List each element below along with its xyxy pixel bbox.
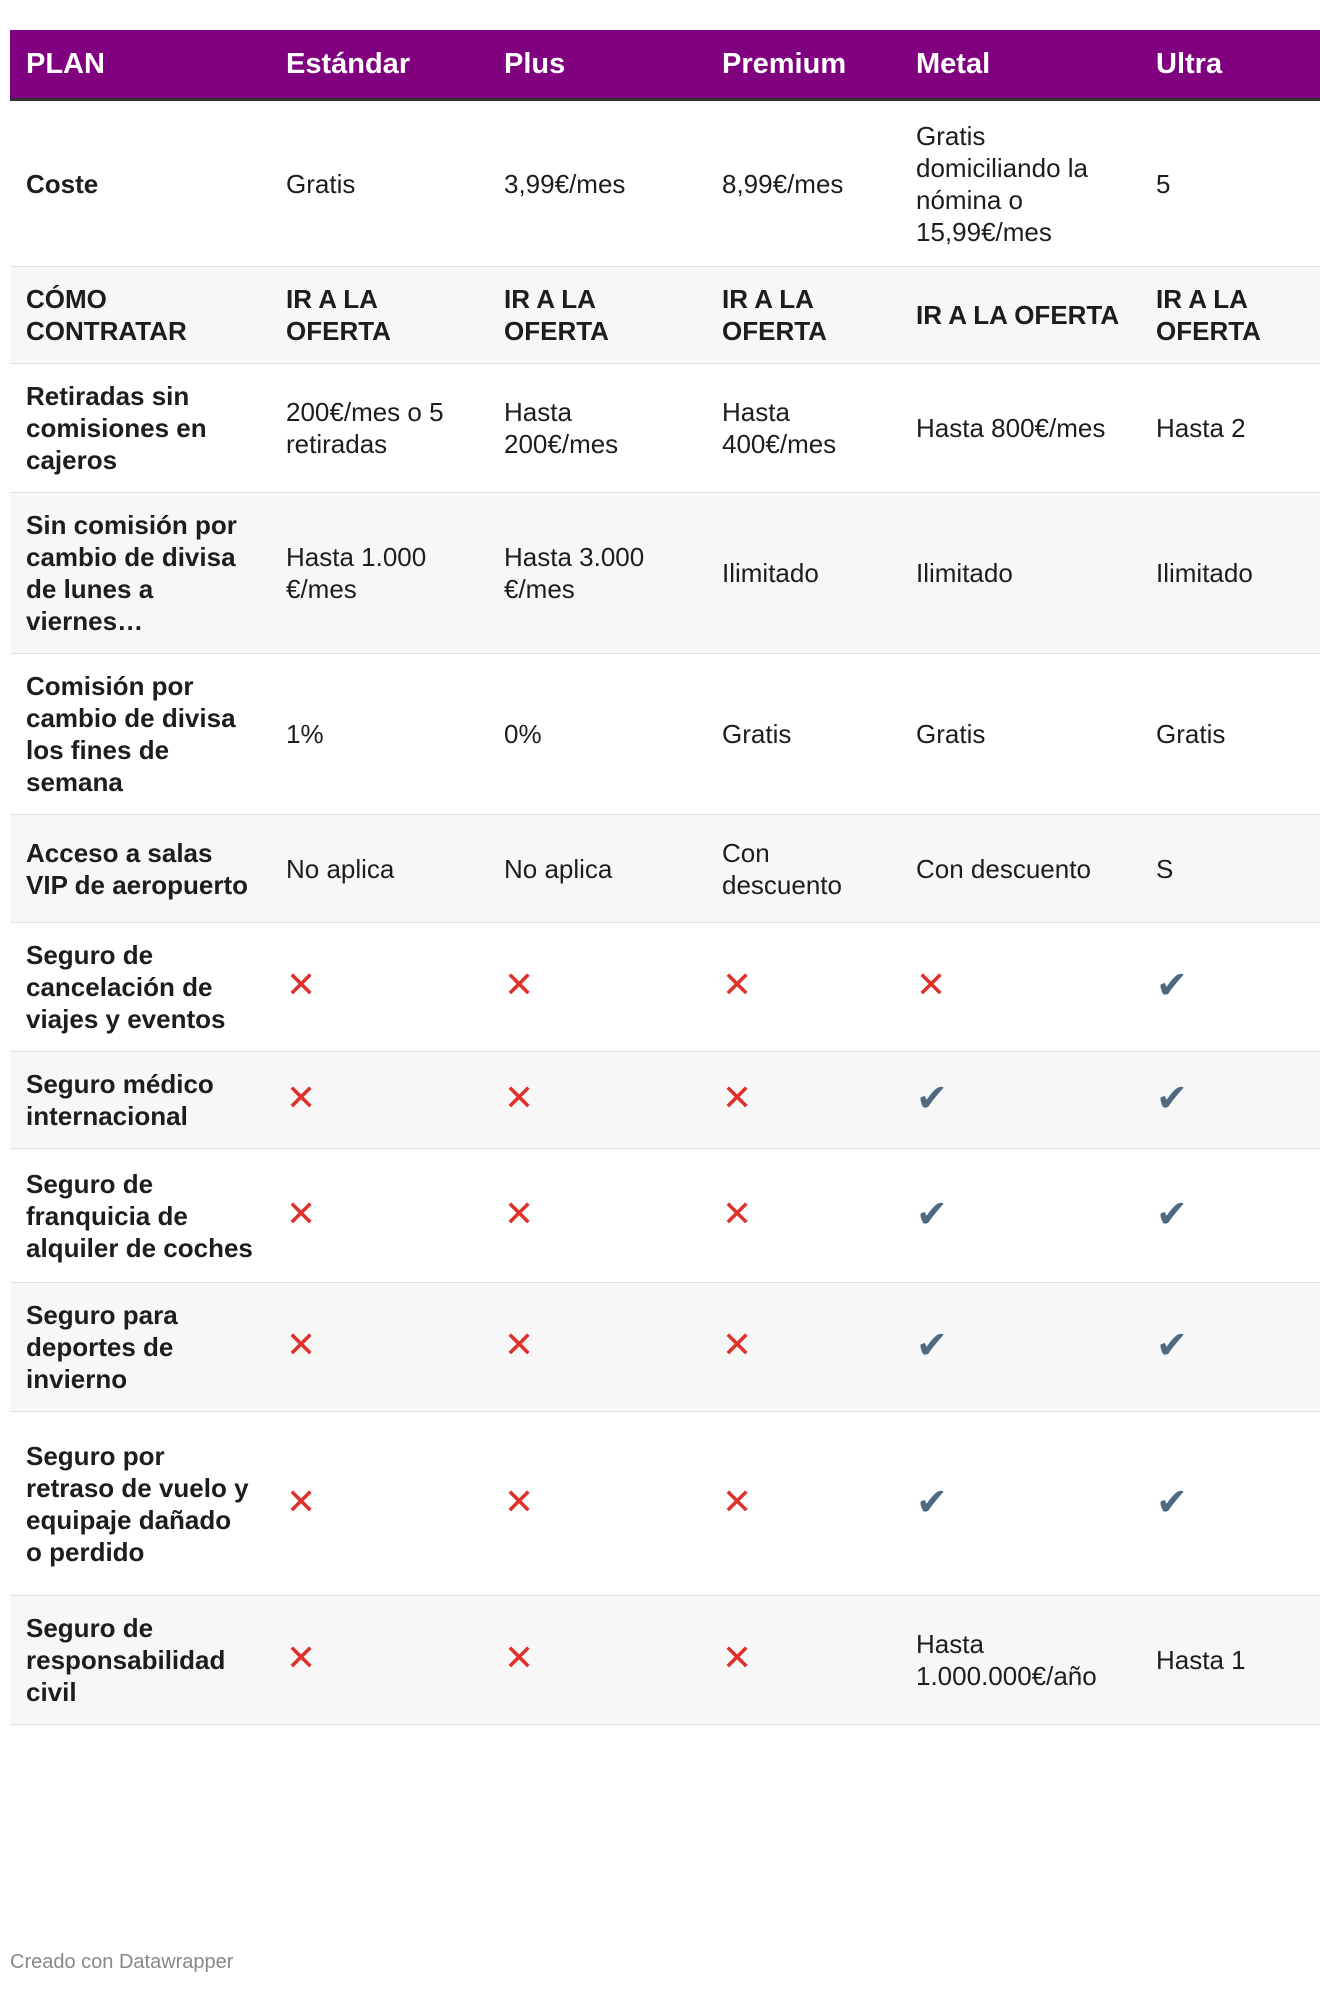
table-row — [10, 1283, 1320, 1412]
row-label: Seguro médico internacional — [10, 1052, 270, 1149]
table-cell — [706, 1283, 900, 1412]
table-cell: Ilimitado — [900, 493, 1140, 654]
table-cell — [270, 1412, 488, 1596]
table-cell: Con descuento — [900, 815, 1140, 923]
cross-icon: ✕ — [504, 1193, 535, 1235]
table-row — [10, 267, 1320, 364]
table-cell: No aplica — [488, 815, 706, 923]
datawrapper-credit: Creado con Datawrapper — [10, 1951, 234, 1973]
offer-link[interactable]: IR A LA OFERTA — [900, 267, 1140, 364]
check-icon: ✔ — [916, 1076, 948, 1120]
cross-icon: ✕ — [286, 1481, 317, 1523]
cross-icon: ✕ — [722, 1193, 753, 1235]
table-cell — [900, 1412, 1140, 1596]
header-ultra[interactable]: Ultra — [1140, 30, 1320, 100]
check-icon: ✔ — [1156, 1323, 1188, 1367]
row-label: Comisión por cambio de divisa los fines de semana — [10, 654, 270, 815]
table-cell — [900, 1149, 1140, 1283]
check-icon: ✔ — [1156, 1191, 1188, 1236]
offer-link[interactable]: IR A LA OFERTA — [488, 267, 706, 364]
table-row — [10, 100, 1320, 267]
cross-icon: ✕ — [286, 1325, 317, 1366]
check-icon: ✔ — [1156, 963, 1188, 1007]
row-label: Sin comisión por cambio de divisa de lunes a viernes… — [10, 493, 270, 654]
table-cell: Hasta 1 — [1140, 1596, 1320, 1725]
check-icon: ✔ — [1156, 1076, 1188, 1120]
table-cell — [488, 923, 706, 1052]
check-icon: ✔ — [916, 1191, 948, 1236]
table-row — [10, 1149, 1320, 1283]
cross-icon: ✕ — [722, 1078, 753, 1119]
table-cell — [706, 1412, 900, 1596]
table-row — [10, 815, 1320, 923]
check-icon: ✔ — [916, 1323, 948, 1367]
table-cell — [706, 1149, 900, 1283]
cross-icon: ✕ — [722, 965, 753, 1006]
offer-link[interactable]: IR A LA OFERTA — [706, 267, 900, 364]
table-cell — [900, 1283, 1140, 1412]
table-cell — [270, 1283, 488, 1412]
comparison-table-scroll[interactable] — [10, 30, 1261, 1725]
table-cell — [270, 923, 488, 1052]
offer-link[interactable]: IR A LA OFERTA — [270, 267, 488, 364]
table-row — [10, 1412, 1320, 1596]
table-cell — [270, 1052, 488, 1149]
table-cell — [488, 1052, 706, 1149]
table-cell: Hasta 2 — [1140, 364, 1320, 493]
table-cell — [706, 923, 900, 1052]
table-cell — [1140, 1052, 1320, 1149]
header-metal[interactable]: Metal — [900, 30, 1140, 100]
table-cell: Hasta 1.000 €/mes — [270, 493, 488, 654]
table-cell: Ilimitado — [1140, 493, 1320, 654]
table-cell: S — [1140, 815, 1320, 923]
table-row — [10, 923, 1320, 1052]
table-cell — [900, 1052, 1140, 1149]
table-cell: 0% — [488, 654, 706, 815]
row-label: Seguro de cancelación de viajes y eventos — [10, 923, 270, 1052]
table-cell: 200€/mes o 5 retiradas — [270, 364, 488, 493]
table-cell: Hasta 1.000.000€/año — [900, 1596, 1140, 1725]
table-cell: 1% — [270, 654, 488, 815]
cross-icon: ✕ — [504, 1078, 535, 1119]
offer-link[interactable]: IR A LA OFERTA — [1140, 267, 1320, 364]
table-cell: Hasta 3.000 €/mes — [488, 493, 706, 654]
row-label: Coste — [10, 100, 270, 267]
cross-icon: ✕ — [504, 1481, 535, 1523]
cross-icon: ✕ — [916, 965, 947, 1006]
table-cell: 8,99€/mes — [706, 100, 900, 267]
table-cell — [270, 1149, 488, 1283]
table-header-row — [10, 30, 1320, 100]
cross-icon: ✕ — [722, 1481, 753, 1523]
plan-comparison-table — [10, 30, 1320, 1725]
table-cell: Gratis — [706, 654, 900, 815]
table-cell: Hasta 400€/mes — [706, 364, 900, 493]
table-cell: Hasta 200€/mes — [488, 364, 706, 493]
row-label: CÓMO CONTRATAR — [10, 267, 270, 364]
cross-icon: ✕ — [504, 965, 535, 1006]
row-label: Acceso a salas VIP de aeropuerto — [10, 815, 270, 923]
cross-icon: ✕ — [504, 1325, 535, 1366]
table-cell — [1140, 1283, 1320, 1412]
table-row — [10, 1052, 1320, 1149]
cross-icon: ✕ — [504, 1638, 535, 1679]
table-cell: Gratis — [270, 100, 488, 267]
header-estandar[interactable]: Estándar — [270, 30, 488, 100]
table-cell: 3,99€/mes — [488, 100, 706, 267]
header-premium[interactable]: Premium — [706, 30, 900, 100]
table-cell — [706, 1596, 900, 1725]
table-cell: 5 — [1140, 100, 1320, 267]
table-cell: Gratis domiciliando la nómina o 15,99€/mes — [900, 100, 1140, 267]
cross-icon: ✕ — [722, 1638, 753, 1679]
table-cell — [900, 923, 1140, 1052]
table-cell — [270, 1596, 488, 1725]
row-label: Seguro de franquicia de alquiler de coches — [10, 1149, 270, 1283]
table-cell: Gratis — [900, 654, 1140, 815]
row-label: Seguro de responsabilidad civil — [10, 1596, 270, 1725]
row-label: Seguro para deportes de invierno — [10, 1283, 270, 1412]
table-cell — [488, 1412, 706, 1596]
table-cell: Con descuento — [706, 815, 900, 923]
table-cell: Gratis — [1140, 654, 1320, 815]
table-cell — [488, 1283, 706, 1412]
table-cell: Ilimitado — [706, 493, 900, 654]
table-cell — [1140, 923, 1320, 1052]
cross-icon: ✕ — [722, 1325, 753, 1366]
table-row — [10, 1596, 1320, 1725]
table-cell: Hasta 800€/mes — [900, 364, 1140, 493]
table-row — [10, 493, 1320, 654]
cross-icon: ✕ — [286, 1078, 317, 1119]
cross-icon: ✕ — [286, 1193, 317, 1235]
row-label: Seguro por retraso de vuelo y equipaje dañado o perdido — [10, 1412, 270, 1596]
table-row — [10, 364, 1320, 493]
table-cell — [1140, 1149, 1320, 1283]
table-cell — [488, 1149, 706, 1283]
check-icon: ✔ — [916, 1479, 948, 1524]
table-row — [10, 654, 1320, 815]
header-plus[interactable]: Plus — [488, 30, 706, 100]
row-label: Retiradas sin comisiones en cajeros — [10, 364, 270, 493]
table-cell — [488, 1596, 706, 1725]
check-icon: ✔ — [1156, 1479, 1188, 1524]
table-cell — [1140, 1412, 1320, 1596]
table-cell — [706, 1052, 900, 1149]
cross-icon: ✕ — [286, 1638, 317, 1679]
cross-icon: ✕ — [286, 965, 317, 1006]
table-cell: No aplica — [270, 815, 488, 923]
header-plan[interactable]: PLAN — [10, 30, 270, 100]
